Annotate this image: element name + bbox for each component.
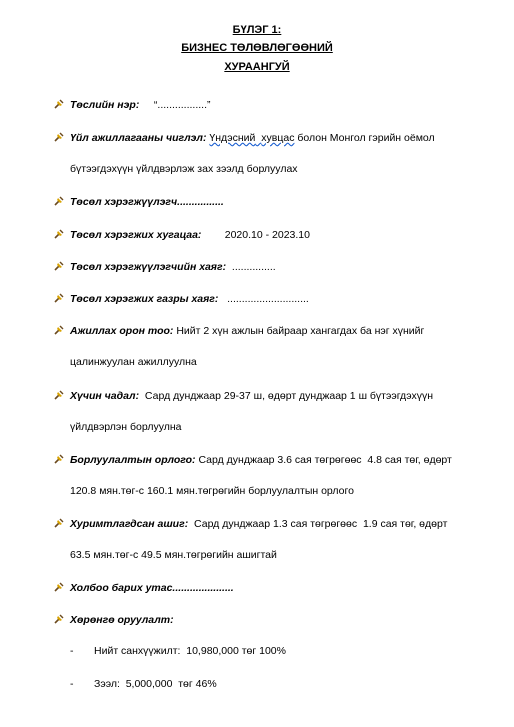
pushpin-bullet-icon: [53, 325, 64, 336]
item-label: Төслийн нэр:: [70, 99, 140, 111]
pushpin-bullet-icon: [53, 582, 64, 593]
pushpin-bullet-icon: [53, 261, 64, 272]
investment-text: Нийт санхүүжилт: 10,980,000 төг 100%: [94, 645, 286, 657]
item-value: ...............: [226, 261, 276, 273]
item-label: Холбоо барих утас.....................: [70, 582, 234, 594]
pushpin-bullet-icon: [53, 196, 64, 207]
item-continuation: 120.8 мян.төг-с 160.1 мян.төгрөгийн борлуулалтын орлого: [70, 485, 354, 497]
item-label: Үйл ажиллагааны чиглэл:: [70, 132, 207, 144]
item-label: Ажиллах орон тоо:: [70, 325, 174, 337]
item-continuation: цалинжуулан ажиллуулна: [70, 356, 197, 368]
item-label: Төсөл хэрэгжүүлэгч................: [70, 196, 224, 208]
item-label: Борлуулалтын орлого:: [70, 454, 196, 466]
item-value: “.................”: [139, 99, 211, 111]
pushpin-bullet-icon: [53, 132, 64, 143]
item-value: Сард дунджаар 29-37 ш, өдөрт дунджаар 1 ш бүтээгдэхүүн: [139, 390, 434, 402]
item-value: ............................: [218, 293, 309, 305]
pushpin-bullet-icon: [53, 229, 64, 240]
pushpin-bullet-icon: [53, 518, 64, 529]
investment-total: [70, 645, 286, 657]
investment-text: Зээл: 5,000,000 төг 46%: [94, 678, 217, 690]
item-value: болон Монгол гэрийн оёмол: [294, 132, 435, 144]
pushpin-bullet-icon: [53, 390, 64, 401]
item-value: 2020.10 - 2023.10: [201, 229, 310, 241]
spellcheck-word-2: хувцас: [261, 132, 295, 144]
investment-loan: [70, 678, 217, 690]
item-label: Хуримтлагдсан ашиг:: [70, 518, 189, 530]
item-continuation: бүтээгдэхүүн үйлдвэрлэж зах зээлд борлуулах: [70, 163, 298, 175]
item-label: Төсөл хэрэгжих хугацаа:: [70, 229, 202, 241]
item-value: Сард дунджаар 1.3 сая төгрөгөөс 1.9 сая төг, өдөрт: [188, 518, 448, 530]
item-label: Төсөл хэрэгжүүлэгчийн хаяг:: [70, 261, 227, 273]
dash-marker: -: [70, 678, 74, 690]
heading-line-3: ХУРААНГУЙ: [224, 61, 290, 73]
pushpin-bullet-icon: [53, 293, 64, 304]
pushpin-bullet-icon: [53, 99, 64, 110]
item-continuation: 63.5 мян.төг-с 49.5 мян.төгрөгийн ашигтай: [70, 549, 277, 561]
pushpin-bullet-icon: [53, 454, 64, 465]
item-label: Хөрөнгө оруулалт:: [70, 614, 174, 626]
item-value: Сард дунджаар 3.6 сая төгрөгөөс 4.8 сая төг, өдөрт: [195, 454, 452, 466]
item-label: Төсөл хэрэгжих газры хаяг:: [70, 293, 219, 305]
spellcheck-word-1: Үндэсний: [209, 132, 256, 144]
dash-marker: -: [70, 645, 74, 657]
heading-line-1: БҮЛЭГ 1:: [232, 24, 282, 36]
item-continuation: үйлдвэрлэн борлуулна: [70, 421, 182, 433]
heading-line-2: БИЗНЕС ТӨЛӨВЛӨГӨӨНИЙ: [181, 42, 333, 54]
item-label: Хүчин чадал:: [70, 390, 140, 402]
pushpin-bullet-icon: [53, 614, 64, 625]
item-value: Нийт 2 хүн ажлын байраар хангагдах ба нэг хүнийг: [173, 325, 425, 337]
